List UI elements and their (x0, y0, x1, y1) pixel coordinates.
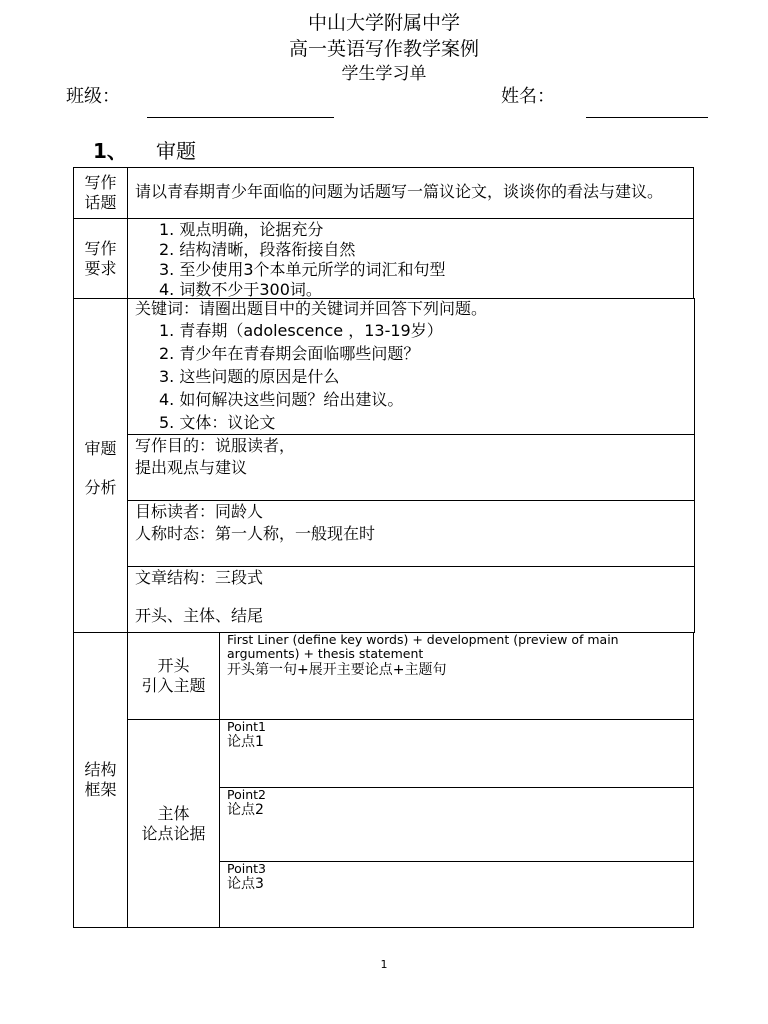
body-label-2: 论点论据 (141, 823, 206, 843)
requirement-item: 1. 观点明确，论据充分 (159, 220, 324, 239)
topic-text-cell (127, 167, 694, 219)
analysis-label-2: 分析 (84, 478, 117, 497)
point1-cn: 论点1 (227, 734, 264, 750)
document-subtitle: 学生学习单 (341, 64, 427, 84)
keyword-item: 1. 青春期（adolescence ，13-19岁） (159, 321, 443, 340)
intro-label-1: 开头 (157, 656, 190, 675)
keyword-item: 5. 文体：议论文 (159, 413, 276, 432)
page-number: 1 (380, 958, 388, 971)
class-blank-line[interactable] (147, 117, 334, 118)
keyword-item: 2. 青少年在青春期会面临哪些问题？ (159, 344, 420, 363)
structure-cell (127, 566, 695, 633)
class-label: 班级： (66, 86, 120, 107)
framework-label-cell (73, 632, 128, 928)
audience-cell (127, 500, 695, 567)
point3-en: Point3 (227, 861, 266, 876)
structure-line: 文章结构：三段式 (135, 568, 264, 587)
keywords-list (135, 319, 694, 434)
point3-cn: 论点3 (227, 876, 264, 892)
intro-label-2: 引入主题 (141, 676, 206, 695)
point1-en: Point1 (227, 719, 266, 734)
requirements-list (159, 219, 693, 300)
audience-line: 目标读者：同龄人 (135, 502, 264, 521)
body-label-1: 主体 (157, 803, 190, 823)
name-blank-line[interactable] (586, 117, 708, 118)
topic-label: 写作话题 (84, 173, 117, 212)
requirement-item: 2. 结构清晰，段落衔接自然 (159, 240, 356, 259)
point2-en: Point2 (227, 787, 266, 802)
audience-line: 人称时态：第一人称，一般现在时 (135, 524, 376, 543)
requirements-label: 写作要求 (84, 238, 117, 278)
keywords-intro: 关键词：请圈出题目中的关键词并回答下列问题。 (135, 299, 488, 318)
section-heading (93, 135, 196, 164)
topic-text: 请以青春期青少年面临的问题为话题写一篇议论文，谈谈你的看法与建议。 (135, 182, 664, 201)
section-title: 审题 (156, 139, 196, 163)
requirements-label-cell (73, 218, 128, 299)
requirement-item: 4. 词数不少于300词。 (159, 280, 322, 299)
purpose-line: 写作目的：说服读者， (135, 436, 296, 455)
keywords-cell (127, 298, 695, 435)
body-label-cell (127, 719, 220, 928)
analysis-label-1: 审题 (84, 439, 117, 458)
point1-cell (219, 719, 694, 788)
keyword-item: 4. 如何解决这些问题？给出建议。 (159, 390, 404, 409)
analysis-label-cell (73, 298, 128, 633)
section-number: 1、 (93, 139, 127, 163)
point3-cell (219, 861, 694, 928)
name-label: 姓名： (501, 86, 555, 107)
intro-guidance-cn: 开头第一句+展开主要论点+主题句 (227, 662, 447, 678)
intro-guidance-en: First Liner (define key words) + development (preview of main arguments) + thesis statement (227, 632, 619, 661)
keyword-item: 3. 这些问题的原因是什么 (159, 367, 340, 386)
topic-label-cell (73, 167, 128, 219)
structure-line: 开头、主体、结尾 (135, 606, 264, 625)
intro-content-cell (219, 632, 694, 720)
purpose-line: 提出观点与建议 (135, 458, 248, 477)
school-name: 中山大学附属中学 (307, 12, 460, 34)
requirement-item: 3. 至少使用3个本单元所学的词汇和句型 (159, 260, 446, 279)
requirements-cell (127, 218, 694, 299)
document-title: 高一英语写作教学案例 (288, 38, 479, 60)
framework-label: 结构框架 (84, 760, 117, 799)
point2-cell (219, 787, 694, 862)
purpose-cell (127, 434, 695, 501)
intro-label-cell (127, 632, 220, 720)
point2-cn: 论点2 (227, 802, 264, 818)
